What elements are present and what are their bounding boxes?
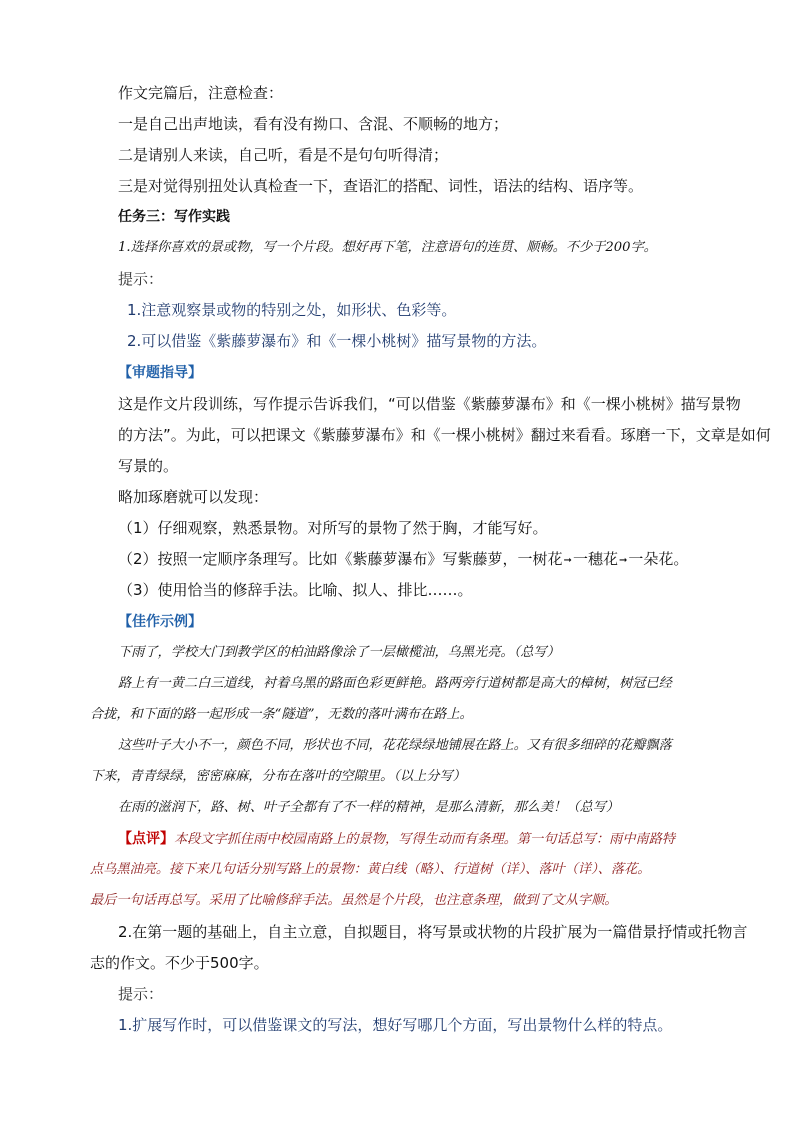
- comment-line-3: 最后一句话再总写。采用了比喻修辞手法。虽然是个片段，也注意条理，做到了文从字顺。: [90, 893, 618, 908]
- guide-point-3: （3）使用恰当的修辞手法。比喻、拟人、排比……。: [118, 581, 473, 599]
- arrow-right-icon: ➞: [563, 555, 572, 566]
- example-para-3-line-1: 这些叶子大小不一，颜色不同，形状也不同，花花绿绿地铺展在路上。又有很多细碎的花瓣飘落: [118, 738, 672, 753]
- guide-heading: 【审题指导】: [118, 365, 202, 381]
- comment-label: 【点评】: [118, 831, 174, 847]
- task3-tip-2: 2.可以借鉴《紫藤萝瀑布》和《一棵小桃树》描写景物的方法。: [127, 332, 547, 350]
- task3-question-1: 1.选择你喜欢的景或物，写一个片段。想好再下笔，注意语句的连贯、顺畅。不少于200字。: [118, 240, 657, 255]
- example-para-4: 在雨的滋润下，路、树、叶子全都有了不一样的精神，是那么清新，那么美！（总写）: [118, 800, 620, 815]
- comment-line-1-text: 本段文字抓住雨中校园南路上的景物，写得生动而有条理。第一句话总写：雨中南路特: [174, 832, 676, 847]
- task2-tip-1: 1.扩展写作时，可以借鉴课文的写法，想好写哪几个方面，写出景物什么样的特点。: [118, 1016, 673, 1034]
- example-para-1: 下雨了，学校大门到教学区的柏油路像涂了一层橄榄油，乌黑光亮。（总写）: [118, 645, 560, 660]
- task3-tips-label: 提示：: [118, 270, 164, 288]
- guide-para-1-line-3: 写景的。: [118, 457, 179, 475]
- check-item-3: 三是对觉得别扭处认真检查一下，查语汇的搭配、词性，语法的结构、语序等。: [118, 177, 644, 195]
- arrow-right-icon: ➞: [618, 555, 628, 566]
- example-para-2-line-2: 合拢，和下面的路一起形成一条“隧道”，无数的落叶满布在路上。: [90, 707, 473, 722]
- comment-line-2: 点乌黑油亮。接下来几句话分别写路上的景物：黄白线（略）、行道树（详）、落叶（详）、落花。: [90, 862, 651, 877]
- check-item-1: 一是自己出声地读，看有没有拗口、含混、不顺畅的地方；: [118, 115, 509, 133]
- guide-point-2: [118, 550, 688, 571]
- guide-point-2-suffix: 一朵花。: [628, 550, 689, 568]
- task2-question-line-2: 志的作文。不少于500字。: [90, 954, 269, 972]
- guide-point-1: （1）仔细观察，熟悉景物。对所写的景物了然于胸，才能写好。: [118, 519, 548, 537]
- guide-para-1-line-2: 的方法”。为此，可以把课文《紫藤萝瀑布》和《一棵小桃树》翻过来看看。琢磨一下，文章是如何: [118, 426, 771, 444]
- comment-line-1: [118, 830, 675, 849]
- check-title: 作文完篇后，注意检查：: [118, 84, 284, 102]
- task3-tip-1: 1.注意观察景或物的特别之处，如形状、色彩等。: [127, 301, 457, 319]
- guide-para-2: 略加琢磨就可以发现：: [118, 488, 269, 506]
- task2-tips-label: 提示：: [118, 985, 164, 1003]
- example-para-3-line-2: 下来，青青绿绿，密密麻麻，分布在落叶的空隙里。（以上分写）: [90, 769, 466, 784]
- task2-question-line-1: 2.在第一题的基础上，自主立意，自拟题目，将写景或状物的片段扩展为一篇借景抒情或托物言: [118, 923, 748, 941]
- task3-heading: 任务三：写作实践: [118, 209, 230, 225]
- example-para-2-line-1: 路上有一黄二白三道线，衬着乌黑的路面色彩更鲜艳。路两旁行道树都是高大的樟树，树冠已经: [118, 676, 672, 691]
- check-item-2: 二是请别人来读，自己听，看是不是句句听得清；: [118, 146, 449, 164]
- example-heading: 【佳作示例】: [118, 614, 202, 630]
- guide-para-1-line-1: 这是作文片段训练，写作提示告诉我们，“可以借鉴《紫藤萝瀑布》和《一棵小桃树》描写景物: [118, 395, 741, 413]
- guide-point-2-prefix: （2）按照一定顺序条理写。比如《紫藤萝瀑布》写紫藤萝，一树花: [118, 550, 563, 568]
- guide-point-2-mid: 一穗花: [572, 550, 618, 568]
